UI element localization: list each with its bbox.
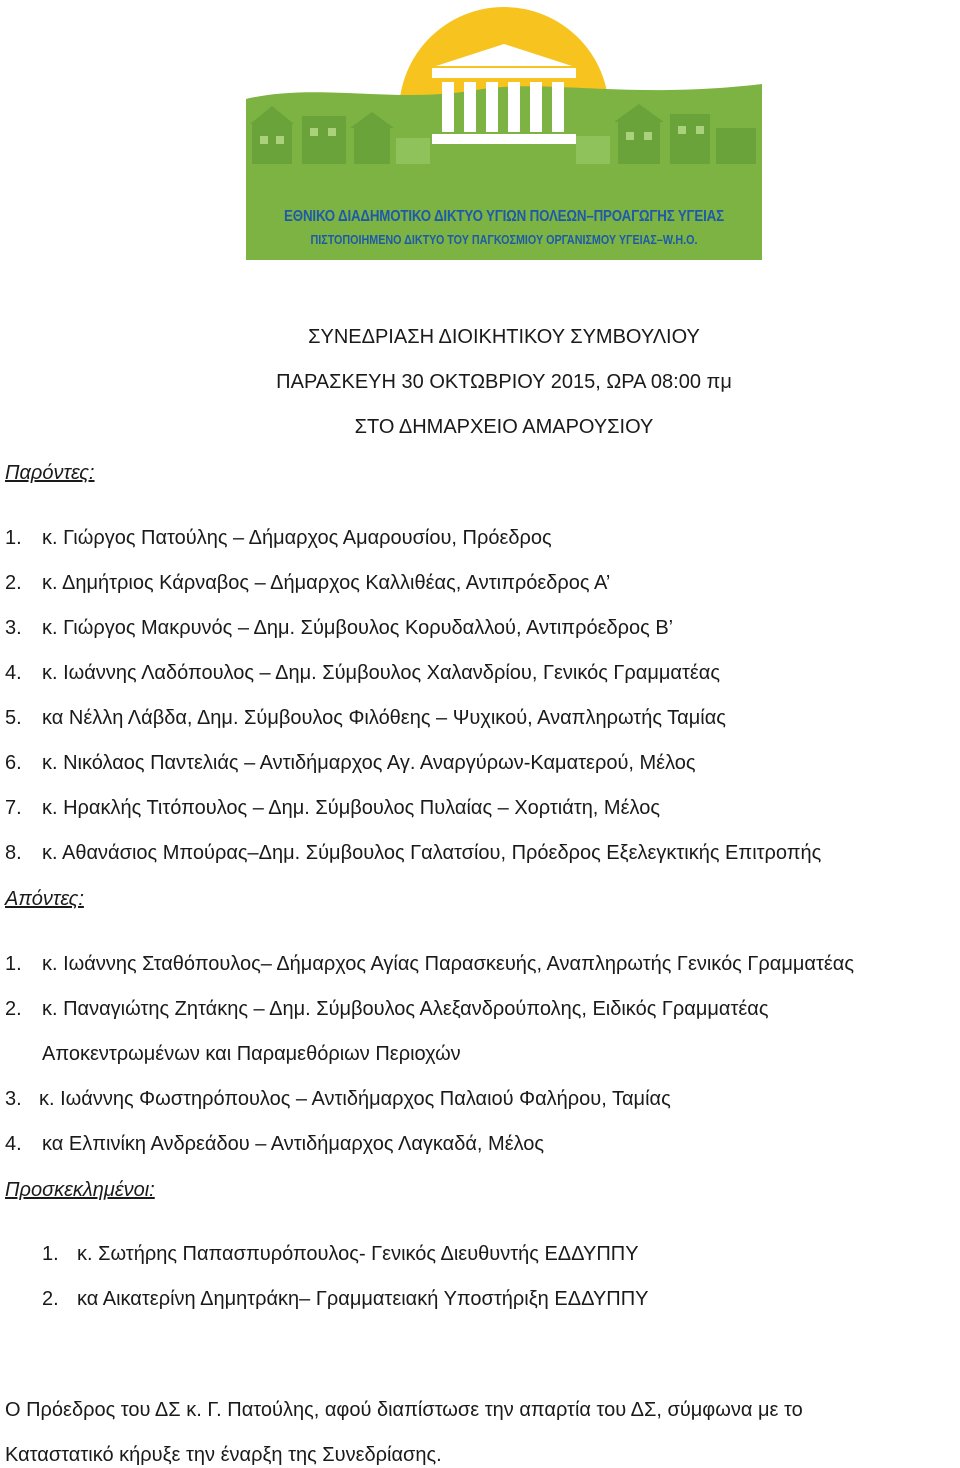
meeting-location: ΣΤΟ ΔΗΜΑΡΧΕΙΟ ΑΜΑΡΟΥΣΙΟΥ <box>354 416 654 438</box>
absent-title: Απόντες: <box>5 888 84 910</box>
absent-item-continuation: Αποκεντρωμένων και Παραμεθόριων Περιοχών <box>42 1043 461 1065</box>
logo-title: ΕΘΝΙΚΟ ΔΙΑΔΗΜΟΤΙΚΟ ΔΙΚΤΥΟ ΥΓΙΩΝ ΠΟΛΕΩΝ–ΠΡΟΑΓΩΓΗΣ ΥΓΕΙΑΣ <box>284 208 724 225</box>
logo-subtitle: ΠΙΣΤΟΠΟΙΗΜΕΝΟ ΔΙΚΤΥΟ ΤΟΥ ΠΑΓΚΟΣΜΙΟΥ ΟΡΓΑΝΙΣΜΟΥ ΥΓΕΙΑΣ–W.H.O. <box>310 233 698 247</box>
meeting-date: ΠΑΡΑΣΚΕΥΗ 30 ΟΚΤΩΒΡΙΟΥ 2015, ΩΡΑ 08:00 πμ <box>276 371 732 393</box>
closing-paragraph-line1: Ο Πρόεδρος του ΔΣ κ. Γ. Πατούλης, αφού διαπίστωσε την απαρτία του ΔΣ, σύμφωνα με το <box>5 1399 803 1421</box>
invited-title: Προσκεκλημένοι: <box>5 1179 155 1201</box>
present-title: Παρόντες: <box>5 462 95 484</box>
meeting-title: ΣΥΝΕΔΡΙΑΣΗ ΔΙΟΙΚΗΤΙΚΟΥ ΣΥΜΒΟΥΛΙΟΥ <box>308 326 700 348</box>
network-logo <box>246 4 762 260</box>
closing-paragraph-line2: Καταστατικό κήρυξε την έναρξη της Συνεδρίασης. <box>5 1444 442 1466</box>
